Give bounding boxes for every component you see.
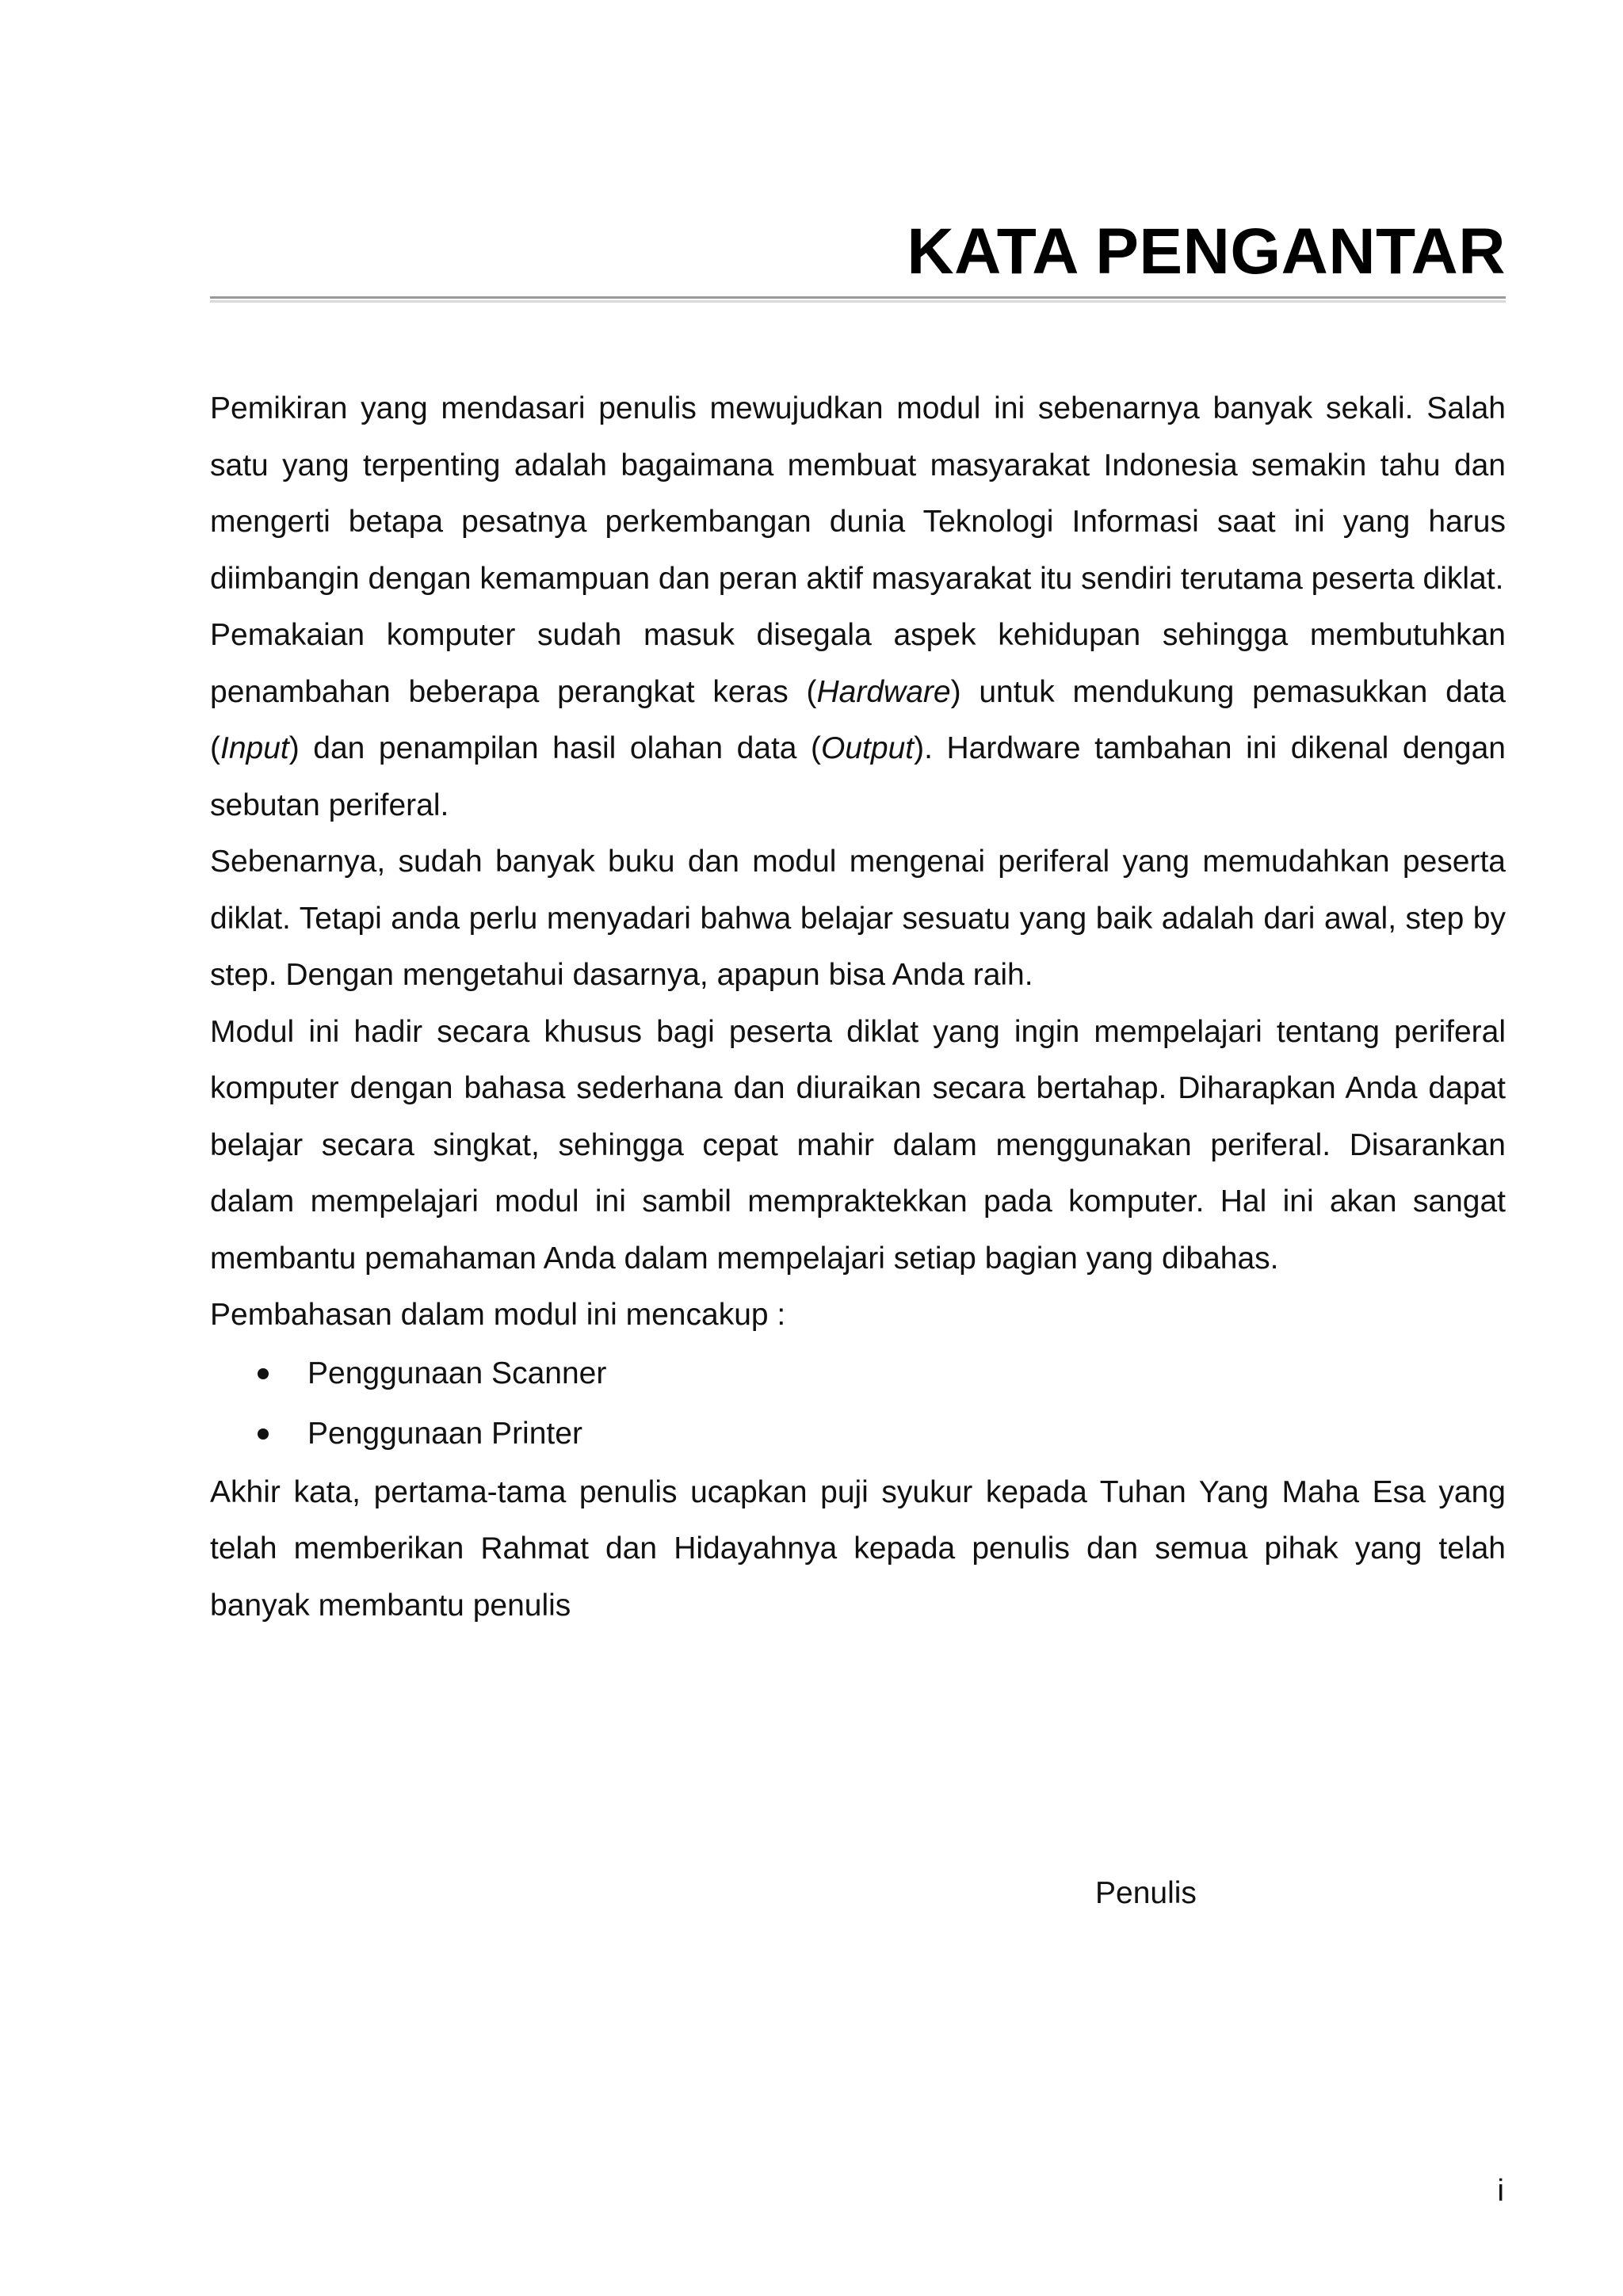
page-number: i (1497, 2174, 1504, 2208)
paragraph-hardware (210, 607, 1506, 833)
list-item (210, 1404, 1506, 1464)
list-item (210, 1344, 1506, 1404)
paragraph-closing: Akhir kata, pertama-tama penulis ucapkan puji syukur kepada Tuhan Yang Maha Esa yang telah memberikan Rahmat dan Hidayahnya kepada penulis dan semua pihak yang telah banyak membantu penulis (210, 1474, 1506, 1623)
paragraph-hardware-text-3: ) dan penampilan hasil olahan data ( (288, 731, 822, 765)
title-underline (210, 296, 1506, 303)
list-item-label: Penggunaan Scanner (307, 1356, 607, 1390)
list-item-label: Penggunaan Printer (307, 1416, 582, 1451)
paragraph-books: Sebenarnya, sudah banyak buku dan modul mengenai periferal yang memudahkan peserta diklat. Tetapi anda perlu menyadari bahwa belajar sesuatu yang baik adalah dari awal, step by step. Dengan mengetahui dasarnya, apapun bisa Anda raih. (210, 845, 1506, 992)
topic-list (210, 1344, 1506, 1464)
bullet-icon (258, 1368, 269, 1379)
paragraph-hardware-text-1: Pemakaian komputer sudah masuk disegala aspek kehidupan sehingga membutuhkan penambahan beberapa perangkat keras ( (210, 618, 1506, 709)
paragraph-scope: Pembahasan dalam modul ini mencakup : (210, 1298, 786, 1332)
bullet-icon (258, 1428, 269, 1440)
body-text (210, 380, 1506, 1634)
paragraph-intro: Pemikiran yang mendasari penulis mewujudkan modul ini sebenarnya banyak sekali. Salah satu yang terpenting adalah bagaimana membuat masyarakat Indonesia semakin tahu dan mengerti betapa pesatnya perkembangan dunia Teknologi Informasi saat ini yang harus diimbangin dengan kemampuan dan peran aktif masyarakat itu sendiri terutama peserta diklat. (210, 391, 1506, 596)
term-hardware: Hardware (816, 674, 951, 709)
author-signature: Penulis (1095, 1876, 1197, 1910)
page-title: KATA PENGANTAR (907, 215, 1506, 288)
paragraph-hardware-text-2: ) untuk mendukung pemasukkan data ( (210, 674, 1506, 765)
term-input: Input (220, 731, 289, 765)
paragraph-hardware-text-4: ). Hardware tambahan ini dikenal dengan sebutan periferal. (210, 731, 1506, 822)
term-output: Output (821, 731, 915, 765)
paragraph-module: Modul ini hadir secara khusus bagi peserta diklat yang ingin mempelajari tentang periferal komputer dengan bahasa sederhana dan diuraikan secara bertahap. Diharapkan Anda dapat belajar secara singkat, sehingga cepat mahir dalam menggunakan periferal. Disarankan dalam mempelajari modul ini sambil mempraktekkan pada komputer. Hal ini akan sangat membantu pemahaman Anda dalam mempelajari setiap bagian yang dibahas. (210, 1014, 1506, 1276)
